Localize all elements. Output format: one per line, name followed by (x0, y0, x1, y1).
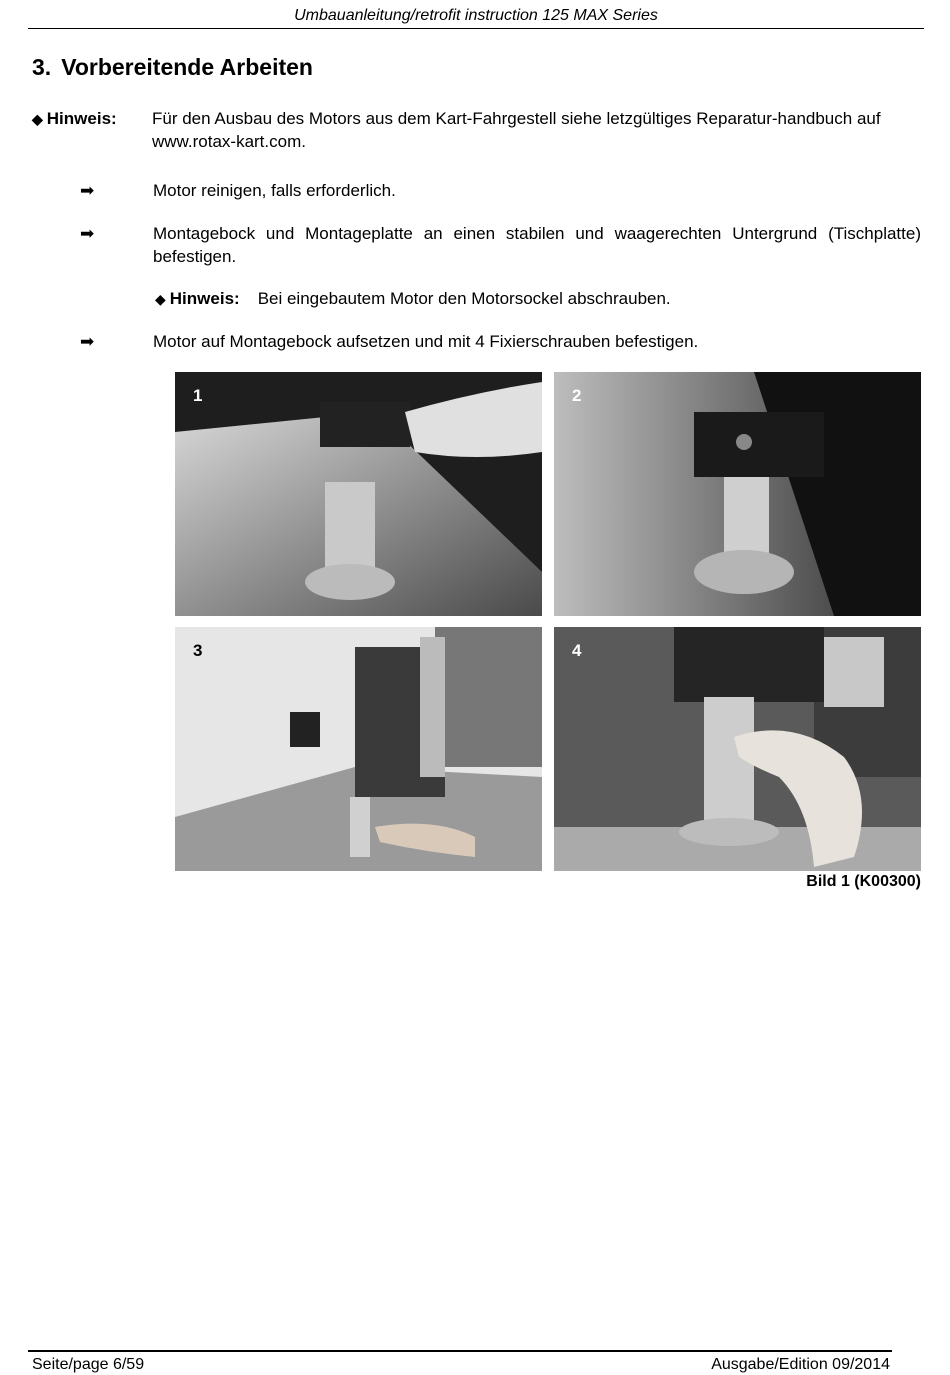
photo-2-image (554, 372, 921, 616)
figure-caption: Bild 1 (K00300) (806, 873, 921, 890)
photo-number: 1 (193, 386, 203, 405)
photo-2 (554, 372, 921, 616)
arrow-right-icon: ➡ (80, 332, 95, 351)
photo-number: 3 (193, 641, 203, 660)
sub-note (155, 287, 671, 311)
photo-1 (175, 372, 542, 616)
arrow-right-icon: ➡ (80, 224, 95, 243)
page-number: Seite/page 6/59 (32, 1356, 145, 1373)
photo-4-image (554, 627, 921, 871)
photo-1-image (175, 372, 542, 616)
note-label: Hinweis: (46, 109, 117, 128)
photo-number: 4 (572, 641, 582, 660)
diamond-icon: ◆ (32, 111, 43, 127)
arrow-right-icon: ➡ (80, 181, 95, 200)
section-title: Vorbereitende Arbeiten (61, 54, 313, 80)
page-footer (28, 1350, 892, 1373)
step-text: Motor reinigen, falls erforderlich. (153, 181, 396, 200)
step-text: Motor auf Montagebock aufsetzen und mit 4 Fixierschrauben befestigen. (153, 332, 699, 351)
note-label-wrap (32, 107, 117, 131)
header-title: Umbauanleitung/retrofit instruction 125 MAX Series (294, 7, 658, 24)
sub-note-label: Hinweis: (169, 289, 240, 308)
note-text: Für den Ausbau des Motors aus dem Kart-Fahrgestell siehe letzgültiges Reparatur-handbuch auf www.rotax-kart.com. (152, 109, 881, 151)
photo-3-image (175, 627, 542, 871)
photo-4 (554, 627, 921, 871)
diamond-icon: ◆ (155, 291, 166, 307)
sub-note-text: Bei eingebautem Motor den Motorsockel abschrauben. (257, 289, 671, 308)
section-number: 3. (32, 54, 52, 80)
step-text: Montagebock und Montageplatte an einen stabilen und waagerechten Untergrund (Tischplatte) befestigen. (153, 224, 921, 266)
photo-number: 2 (572, 386, 582, 405)
edition: Ausgabe/Edition 09/2014 (711, 1356, 890, 1373)
photo-3 (175, 627, 542, 871)
section-heading (32, 54, 313, 81)
page-header (28, 6, 924, 29)
